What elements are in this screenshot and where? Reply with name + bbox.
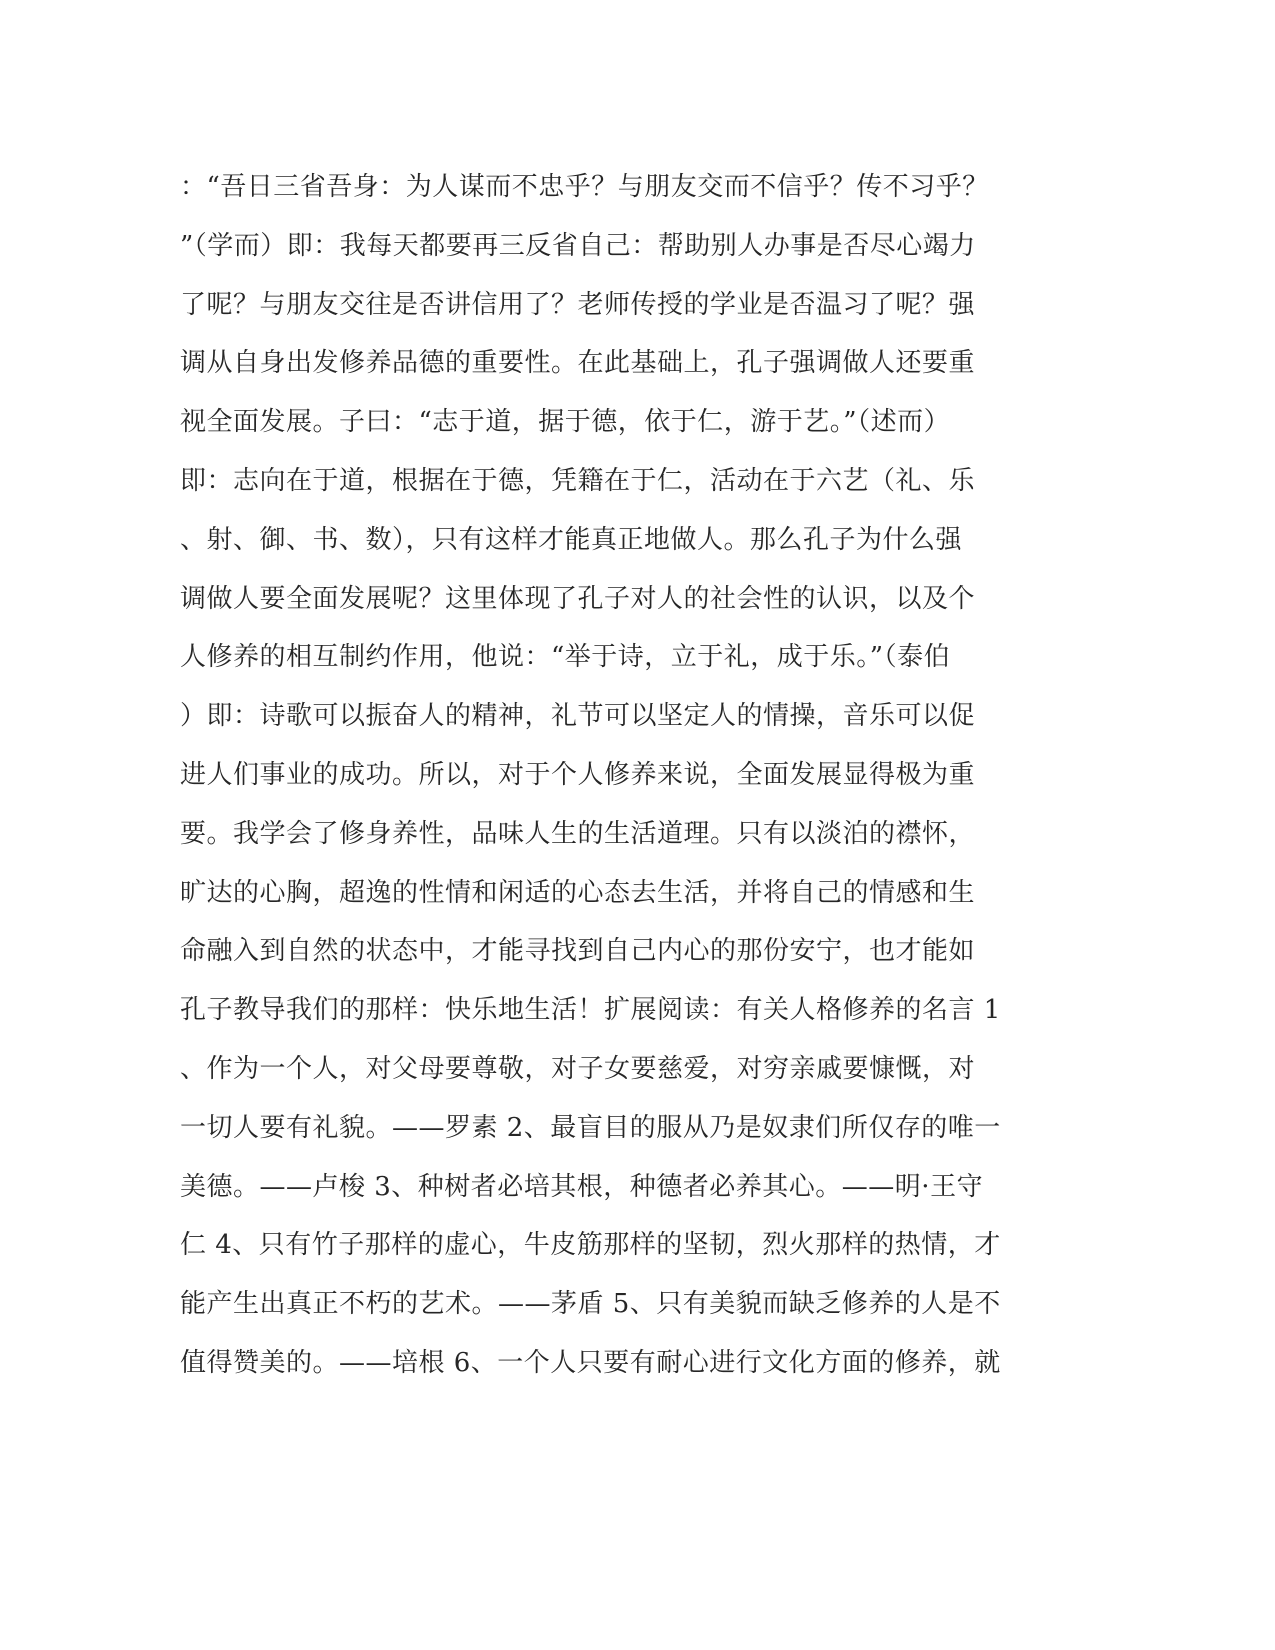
text-line: 了呢？与朋友交往是否讲信用了？老师传授的学业是否温习了呢？强 (180, 289, 976, 320)
text-line: 进人们事业的成功。所以，对于个人修养来说，全面发展显得极为重 (180, 759, 976, 790)
text-line: 、作为一个人，对父母要尊敬，对子女要慈爱，对穷亲戚要慷慨，对 (180, 1053, 976, 1084)
text-line: 一切人要有礼貌。——罗素 2、最盲目的服从乃是奴隶们所仅存的唯一 (180, 1112, 1001, 1143)
text-line: ：“吾日三省吾身：为人谋而不忠乎？与朋友交而不信乎？传不习乎？ (180, 172, 989, 202)
text-line: 美德。——卢梭 3、种树者必培其根，种德者必养其心。——明·王守 (180, 1171, 984, 1202)
text-line: 人修养的相互制约作用，他说：“举于诗，立于礼，成于乐。”（泰伯 (180, 642, 951, 673)
body-text (180, 158, 1040, 1393)
text-line: ）即：诗歌可以振奋人的精神，礼节可以坚定人的情操，音乐可以促 (180, 701, 976, 732)
text-line: 要。我学会了修身养性，品味人生的生活道理。只有以淡泊的襟怀， (180, 818, 976, 849)
text-line: 、射、御、书、数），只有这样才能真正地做人。那么孔子为什么强 (180, 524, 963, 555)
text-line: 值得赞美的。——培根 6、一个人只要有耐心进行文化方面的修养，就 (180, 1347, 1001, 1378)
text-line: 能产生出真正不朽的艺术。——茅盾 5、只有美貌而缺乏修养的人是不 (180, 1289, 1001, 1320)
text-line: 视全面发展。子曰：“志于道，据于德，依于仁，游于艺。”（述而） (180, 407, 951, 438)
text-line: 调从自身出发修养品德的重要性。在此基础上，孔子强调做人还要重 (180, 348, 976, 379)
text-line: 即：志向在于道，根据在于德，凭籍在于仁，活动在于六艺（礼、乐 (180, 465, 976, 496)
text-line: 孔子教导我们的那样：快乐地生活！扩展阅读：有关人格修养的名言 1 (180, 995, 1001, 1026)
text-line: 命融入到自然的状态中，才能寻找到自己内心的那份安宁，也才能如 (180, 936, 976, 967)
text-line: 旷达的心胸，超逸的性情和闲适的心态去生活，并将自己的情感和生 (180, 877, 976, 908)
text-line: ”（学而）即：我每天都要再三反省自己：帮助别人办事是否尽心竭力 (180, 230, 976, 261)
text-line: 调做人要全面发展呢？这里体现了孔子对人的社会性的认识，以及个 (180, 583, 976, 614)
text-line: 仁 4、只有竹子那样的虚心，牛皮筋那样的坚韧，烈火那样的热情，才 (180, 1230, 1001, 1261)
